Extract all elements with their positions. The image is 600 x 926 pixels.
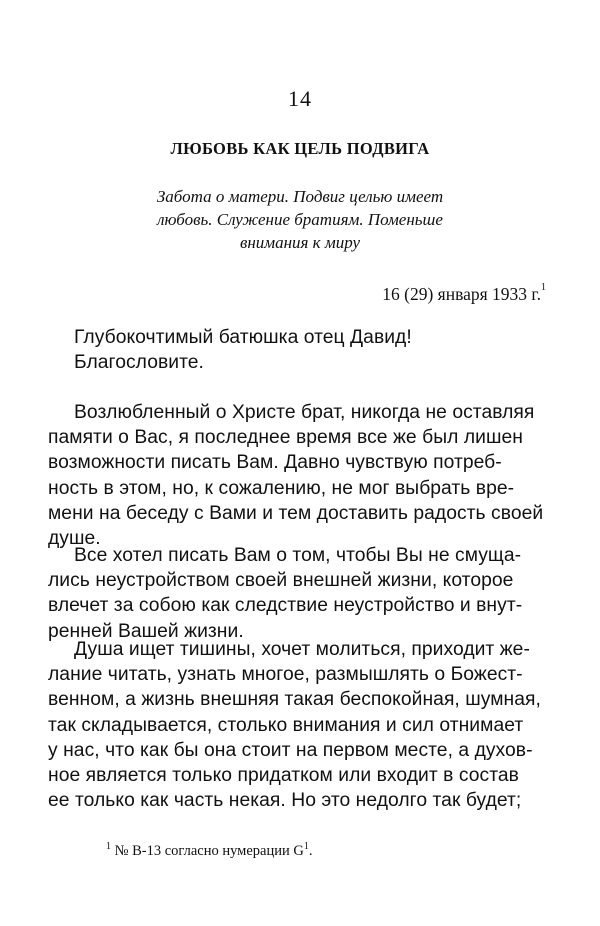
footnote-text-marker: 1 xyxy=(303,841,309,852)
summary-line: Забота о матери. Подвиг целью имеет xyxy=(156,187,444,206)
footnote xyxy=(106,843,312,860)
text-line: влечет за собою как следствие неустройство и внут- xyxy=(48,595,523,617)
text-line: ренней Вашей жизни. xyxy=(48,620,244,642)
paragraph-1 xyxy=(48,400,559,551)
chapter-number: 14 xyxy=(288,86,312,111)
footnote-text: № В-13 согласно нумерации G xyxy=(111,843,304,859)
chapter-summary xyxy=(110,185,490,254)
letter-salutation xyxy=(74,325,559,375)
text-line: лись неустройством своей внешней жизни, которое xyxy=(48,570,514,592)
summary-line: любовь. Служение братиям. Поменьше xyxy=(157,210,443,229)
footnote-reference: 1 xyxy=(541,282,546,293)
text-line: у нас, что как бы она стоит на первом месте, а духов- xyxy=(48,739,533,761)
text-line: Возлюбленный о Христе брат, никогда не оставляя xyxy=(74,402,535,423)
footnote-end: . xyxy=(308,843,313,859)
text-line: ее только как часть некая. Но это недолго так будет; xyxy=(48,790,522,812)
salutation-line: Благословите. xyxy=(74,352,204,374)
paragraph-2 xyxy=(48,543,559,644)
salutation-line: Глубокочтимый батюшка отец Давид! xyxy=(74,327,412,348)
text-line: лание читать, узнать многое, размышлять о Божест- xyxy=(48,664,523,686)
chapter-title: ЛЮБОВЬ КАК ЦЕЛЬ ПОДВИГА xyxy=(170,139,430,158)
text-line: венном, а жизнь внешняя такая беспокойная, шумная, xyxy=(48,689,541,711)
text-line: памяти о Вас, я последнее время все же был лишен xyxy=(48,427,523,449)
paragraph-3 xyxy=(48,637,559,813)
text-line: Душа ищет тишины, хочет молиться, приходит же- xyxy=(74,639,530,660)
letter-date-text: 16 (29) января 1933 г. xyxy=(382,284,541,304)
text-line: ное является только придатком или входит в состав xyxy=(48,765,519,787)
text-line: Все хотел писать Вам о том, чтобы Вы не смуща- xyxy=(74,545,522,566)
text-line: душе. xyxy=(48,528,101,550)
text-line: так складывается, столько внимания и сил отнимает xyxy=(48,714,524,736)
text-line: возможности писать Вам. Давно чувствую потреб- xyxy=(48,452,502,474)
letter-date xyxy=(382,284,546,305)
text-line: ность в этом, но, к сожалению, не мог выбрать вре- xyxy=(48,477,515,499)
footnote-marker: 1 xyxy=(106,841,111,852)
summary-line: внимания к миру xyxy=(239,233,361,252)
text-line: мени на беседу с Вами и тем доставить радость своей xyxy=(48,502,544,524)
